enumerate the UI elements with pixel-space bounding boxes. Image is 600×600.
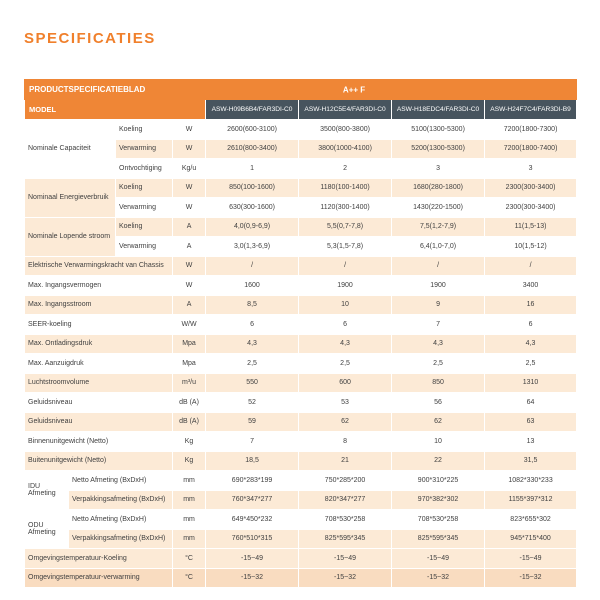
value-cell: 53 — [299, 393, 392, 413]
value-cell: 3400 — [485, 276, 577, 296]
value-cell: 22 — [392, 451, 485, 471]
value-cell: 3 — [392, 159, 485, 179]
value-cell: 1900 — [392, 276, 485, 296]
value-cell: -15~32 — [485, 568, 577, 588]
value-cell: 4,3 — [485, 334, 577, 354]
row-label-cell: SEER-koeling — [25, 315, 173, 335]
value-cell: 750*285*200 — [299, 471, 392, 491]
sub-label-cell: Netto Afmeting (BxDxH) — [69, 510, 173, 530]
group-label-cell: ODU Afmeting — [25, 510, 69, 549]
value-cell: 3500(800-3800) — [299, 120, 392, 140]
table-row — [25, 432, 577, 452]
value-cell: 970*382*302 — [392, 490, 485, 510]
table-header-bar — [25, 80, 577, 100]
value-cell: 63 — [485, 412, 577, 432]
unit-cell: m³/u — [173, 373, 206, 393]
value-cell: 21 — [299, 451, 392, 471]
sub-label-cell: Verwarming — [116, 237, 173, 257]
value-cell: 13 — [485, 432, 577, 452]
value-cell: 31,5 — [485, 451, 577, 471]
value-cell: -15~32 — [299, 568, 392, 588]
unit-cell: A — [173, 237, 206, 257]
value-cell: / — [206, 256, 299, 276]
table-row — [25, 295, 577, 315]
unit-cell: W/W — [173, 315, 206, 335]
value-cell: 823*655*302 — [485, 510, 577, 530]
value-cell: 1900 — [299, 276, 392, 296]
unit-cell: A — [173, 295, 206, 315]
value-cell: 5100(1300-5300) — [392, 120, 485, 140]
product-spec-label: PRODUCTSPECIFICATIEBLAD — [25, 80, 206, 100]
value-cell: -15~49 — [485, 549, 577, 569]
table-row — [25, 354, 577, 374]
value-cell: 690*283*199 — [206, 471, 299, 491]
table-row — [25, 568, 577, 588]
table-row — [25, 471, 577, 491]
value-cell: 16 — [485, 295, 577, 315]
value-cell: 52 — [206, 393, 299, 413]
value-cell: 7200(1800-7400) — [485, 139, 577, 159]
table-row — [25, 451, 577, 471]
table-row — [25, 529, 577, 549]
value-cell: / — [299, 256, 392, 276]
row-label-cell: Omgevingstemperatuur-verwarming — [25, 568, 173, 588]
sub-label-cell: Koeling — [116, 120, 173, 140]
value-cell: 850(100-1600) — [206, 178, 299, 198]
value-cell: -15~49 — [392, 549, 485, 569]
value-cell: 850 — [392, 373, 485, 393]
value-cell: 2,5 — [485, 354, 577, 374]
value-cell: 1155*397*312 — [485, 490, 577, 510]
value-cell: 1600 — [206, 276, 299, 296]
value-cell: 1 — [206, 159, 299, 179]
group-label-cell: Nominale Lopende stroom — [25, 217, 116, 256]
model-name-cell: ASW-H09B6B4/FAR3DI-C0 — [206, 100, 299, 120]
value-cell: 5,3(1,5-7,8) — [299, 237, 392, 257]
sub-label-cell: Verwarming — [116, 198, 173, 218]
value-cell: 4,3 — [392, 334, 485, 354]
value-cell: 820*347*277 — [299, 490, 392, 510]
value-cell: 760*347*277 — [206, 490, 299, 510]
value-cell: 62 — [299, 412, 392, 432]
unit-cell: Kg/u — [173, 159, 206, 179]
sub-label-cell: Koeling — [116, 217, 173, 237]
value-cell: -15~32 — [392, 568, 485, 588]
value-cell: 2610(800-3400) — [206, 139, 299, 159]
model-header-row — [25, 100, 577, 120]
sub-label-cell: Ontvochtiging — [116, 159, 173, 179]
table-row — [25, 373, 577, 393]
value-cell: 760*510*315 — [206, 529, 299, 549]
value-cell: 7200(1800-7300) — [485, 120, 577, 140]
value-cell: 1680(280-1800) — [392, 178, 485, 198]
row-label-cell: Max. Aanzuigdruk — [25, 354, 173, 374]
value-cell: 2,5 — [299, 354, 392, 374]
energy-rating: A++ F — [342, 85, 366, 94]
unit-cell: mm — [173, 471, 206, 491]
value-cell: 8,5 — [206, 295, 299, 315]
page-title: SPECIFICATIES — [24, 30, 156, 47]
table-row — [25, 178, 577, 198]
value-cell: -15~49 — [206, 549, 299, 569]
value-cell: 5,5(0,7-7,8) — [299, 217, 392, 237]
value-cell: 56 — [392, 393, 485, 413]
table-row — [25, 120, 577, 140]
unit-cell: mm — [173, 529, 206, 549]
table-row — [25, 334, 577, 354]
value-cell: 7 — [206, 432, 299, 452]
model-name-cell: ASW-H18EDC4/FAR3DI-C0 — [392, 100, 485, 120]
header-bar-right — [206, 80, 577, 100]
row-label-cell: Luchtstroomvolume — [25, 373, 173, 393]
value-cell: 6 — [299, 315, 392, 335]
group-label-cell: Nominaal Energieverbruik — [25, 178, 116, 217]
value-cell: 708*530*258 — [299, 510, 392, 530]
value-cell: 2,5 — [206, 354, 299, 374]
unit-cell: °C — [173, 568, 206, 588]
value-cell: 7,5(1,2-7,9) — [392, 217, 485, 237]
value-cell: 7 — [392, 315, 485, 335]
value-cell: 3,0(1,3-6,9) — [206, 237, 299, 257]
value-cell: 2300(300-3400) — [485, 198, 577, 218]
value-cell: 9 — [392, 295, 485, 315]
unit-cell: W — [173, 120, 206, 140]
row-label-cell: Geluidsniveau — [25, 412, 173, 432]
model-name-cell: ASW-H12C5E4/FAR3DI-C0 — [299, 100, 392, 120]
table-row — [25, 393, 577, 413]
row-label-cell: Buitenunitgewicht (Netto) — [25, 451, 173, 471]
unit-cell: Kg — [173, 451, 206, 471]
value-cell: 11(1,5-13) — [485, 217, 577, 237]
value-cell: 6 — [206, 315, 299, 335]
value-cell: 900*310*225 — [392, 471, 485, 491]
value-cell: 825*595*345 — [392, 529, 485, 549]
row-label-cell: Elektrische Verwarmingskracht van Chassis — [25, 256, 173, 276]
value-cell: 1180(100-1400) — [299, 178, 392, 198]
model-label: MODEL — [25, 100, 206, 120]
value-cell: / — [485, 256, 577, 276]
value-cell: 630(300-1600) — [206, 198, 299, 218]
unit-cell: W — [173, 139, 206, 159]
value-cell: 550 — [206, 373, 299, 393]
value-cell: 1082*330*233 — [485, 471, 577, 491]
value-cell: 4,3 — [206, 334, 299, 354]
table-row — [25, 276, 577, 296]
value-cell: 62 — [392, 412, 485, 432]
unit-cell: mm — [173, 510, 206, 530]
value-cell: 1310 — [485, 373, 577, 393]
value-cell: 10 — [299, 295, 392, 315]
table-row — [25, 549, 577, 569]
unit-cell: dB (A) — [173, 393, 206, 413]
row-label-cell: Binnenunitgewicht (Netto) — [25, 432, 173, 452]
unit-cell: W — [173, 178, 206, 198]
row-label-cell: Geluidsniveau — [25, 393, 173, 413]
value-cell: -15~32 — [206, 568, 299, 588]
unit-cell: W — [173, 276, 206, 296]
row-label-cell: Max. Ingangsvermogen — [25, 276, 173, 296]
value-cell: 59 — [206, 412, 299, 432]
unit-cell: A — [173, 217, 206, 237]
spec-table — [24, 79, 577, 588]
value-cell: 4,0(0,9-6,9) — [206, 217, 299, 237]
value-cell: 2600(600-3100) — [206, 120, 299, 140]
value-cell: -15~49 — [299, 549, 392, 569]
spec-table-body — [25, 120, 577, 588]
group-label-cell: IDU Afmeting — [25, 471, 69, 510]
table-row — [25, 490, 577, 510]
value-cell: 10 — [392, 432, 485, 452]
value-cell: 2 — [299, 159, 392, 179]
value-cell: 4,3 — [299, 334, 392, 354]
value-cell: 18,5 — [206, 451, 299, 471]
value-cell: 5200(1300-5300) — [392, 139, 485, 159]
value-cell: 2300(300-3400) — [485, 178, 577, 198]
sub-label-cell: Verpakkingsafmeting (BxDxH) — [69, 490, 173, 510]
value-cell: 945*715*400 — [485, 529, 577, 549]
value-cell: 8 — [299, 432, 392, 452]
value-cell: 3 — [485, 159, 577, 179]
group-label-cell: Nominale Capaciteit — [25, 120, 116, 179]
unit-cell: Mpa — [173, 354, 206, 374]
value-cell: 10(1,5-12) — [485, 237, 577, 257]
unit-cell: dB (A) — [173, 412, 206, 432]
value-cell: / — [392, 256, 485, 276]
value-cell: 600 — [299, 373, 392, 393]
value-cell: 64 — [485, 393, 577, 413]
table-row — [25, 510, 577, 530]
sub-label-cell: Verpakkingsafmeting (BxDxH) — [69, 529, 173, 549]
value-cell: 6,4(1,0-7,0) — [392, 237, 485, 257]
table-row — [25, 315, 577, 335]
value-cell: 1120(300-1400) — [299, 198, 392, 218]
value-cell: 2,5 — [392, 354, 485, 374]
value-cell: 3800(1000-4100) — [299, 139, 392, 159]
value-cell: 649*450*232 — [206, 510, 299, 530]
unit-cell: mm — [173, 490, 206, 510]
unit-cell: °C — [173, 549, 206, 569]
value-cell: 1430(220-1500) — [392, 198, 485, 218]
row-label-cell: Max. Ingangsstroom — [25, 295, 173, 315]
value-cell: 6 — [485, 315, 577, 335]
row-label-cell: Max. Ontladingsdruk — [25, 334, 173, 354]
sub-label-cell: Verwarming — [116, 139, 173, 159]
unit-cell: W — [173, 198, 206, 218]
unit-cell: Mpa — [173, 334, 206, 354]
value-cell: 825*595*345 — [299, 529, 392, 549]
table-row — [25, 217, 577, 237]
unit-cell: W — [173, 256, 206, 276]
sub-label-cell: Netto Afmeting (BxDxH) — [69, 471, 173, 491]
unit-cell: Kg — [173, 432, 206, 452]
model-name-cell: ASW-H24F7C4/FAR3DI-B9 — [485, 100, 577, 120]
row-label-cell: Omgevingstemperatuur-Koeling — [25, 549, 173, 569]
sub-label-cell: Koeling — [116, 178, 173, 198]
table-row — [25, 412, 577, 432]
table-row — [25, 256, 577, 276]
value-cell: 708*530*258 — [392, 510, 485, 530]
